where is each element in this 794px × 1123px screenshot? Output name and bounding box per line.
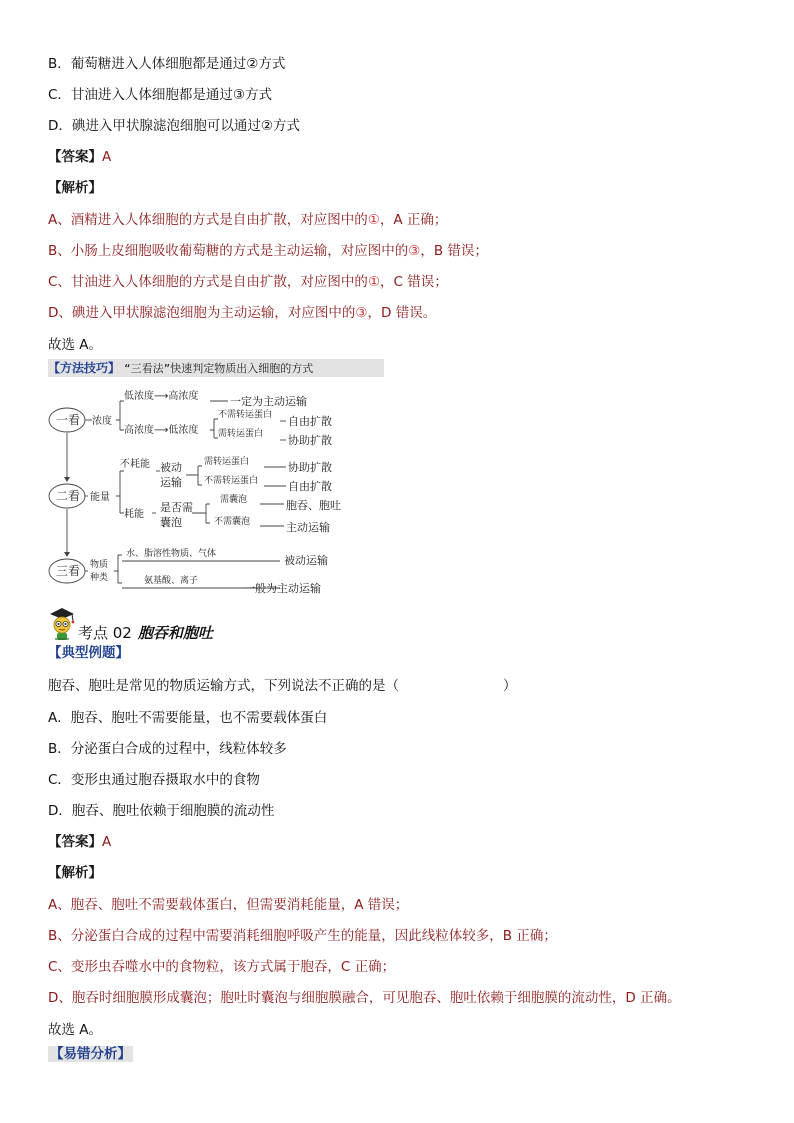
q1-option-b: B．葡萄糖进入人体细胞都是通过②方式 (48, 56, 286, 72)
answer-value: A (102, 149, 112, 165)
analysis-text: B、小肠上皮细胞吸收葡萄糖的方式是主动运输，对应图中的 (48, 243, 409, 259)
analysis-text: ，C 错误； (380, 274, 448, 290)
substance-2: 种类 (90, 573, 109, 583)
free-2: 自由扩散 (288, 480, 332, 493)
kaodian-label: 考点 02 (78, 624, 132, 642)
q2-answer (48, 833, 111, 851)
look2-label: 二看 (56, 489, 81, 503)
three-look-diagram (48, 383, 348, 595)
circled-number: ③ (355, 305, 368, 321)
circled-number: ① (367, 274, 381, 290)
q2-option-b: B．分泌蛋白合成的过程中，线粒体较多 (48, 741, 287, 757)
q2-analysis-a: A、胞吞、胞吐不需要载体蛋白，但需要消耗能量，A 错误； (48, 897, 409, 913)
energy-label: 能量 (90, 492, 110, 503)
low-to-high: 低浓度⟶高浓度 (124, 391, 199, 402)
kaodian-topic: 胞吞和胞吐 (137, 624, 213, 642)
look3-label: 三看 (56, 564, 81, 578)
answer-tag: 【答案】 (48, 834, 102, 850)
vesicle-q1: 是否需 (160, 501, 193, 514)
free-diffusion: 自由扩散 (288, 415, 332, 428)
q2-option-d: D．胞吞、胞吐依赖于细胞膜的流动性 (48, 803, 275, 819)
endo-exo: 胞吞、胞吐 (286, 499, 341, 512)
analysis-text: A、酒精进入人体细胞的方式是自由扩散，对应图中的 (48, 212, 368, 228)
high-to-low: 高浓度⟶低浓度 (124, 425, 199, 436)
student-mascot-icon (48, 606, 76, 642)
error-tag-text: 【易错分析】 (50, 1046, 131, 1062)
need-carrier-2: 需转运蛋白 (204, 457, 250, 467)
q1-analysis-tag (48, 179, 102, 197)
need-vesicle: 需囊泡 (220, 495, 248, 505)
method-heading: 【方法技巧】 (48, 361, 121, 375)
concentration-label: 浓度 (92, 416, 112, 427)
q2-analysis-tag (48, 864, 102, 882)
q2-stem-end: ） (503, 678, 517, 694)
q1-analysis-c (48, 273, 448, 291)
kaodian-title (78, 622, 213, 643)
q2-analysis-b: B、分泌蛋白合成的过程中需要消耗细胞呼吸产生的能量，因此线粒体较多，B 正确； (48, 928, 557, 944)
q1-analysis-b (48, 242, 488, 260)
must-active: 一定为主动运输 (230, 395, 307, 408)
substance-1: 物质 (90, 560, 109, 570)
q2-stem-text: 胞吞、胞吐是常见的物质运输方式，下列说法不正确的是（ (48, 678, 399, 694)
analysis-tag: 【解析】 (48, 865, 102, 881)
passive-1: 被动 (160, 461, 182, 474)
q2-option-c: C．变形虫通过胞吞摄取水中的食物 (48, 772, 260, 788)
q2-analysis-c: C、变形虫吞噬水中的食物粒，该方式属于胞吞，C 正确； (48, 959, 396, 975)
q2-stem (48, 677, 517, 695)
amino-ions: 氨基酸、离子 (144, 576, 199, 586)
no-energy: 不耗能 (120, 459, 150, 470)
q1-option-c: C．甘油进入人体细胞都是通过③方式 (48, 87, 273, 103)
no-vesicle: 不需囊泡 (214, 517, 251, 527)
example-tag (48, 644, 129, 662)
need-carrier: 需转运蛋白 (218, 429, 264, 439)
answer-tag: 【答案】 (48, 149, 102, 165)
q2-conclusion: 故选 A。 (48, 1022, 103, 1038)
analysis-text: D、碘进入甲状腺滤泡细胞为主动运输，对应图中的 (48, 305, 356, 321)
circled-number: ① (367, 212, 380, 228)
analysis-text: C、甘油进入人体细胞的方式是自由扩散，对应图中的 (48, 274, 368, 290)
example-tag-text: 【典型例题】 (48, 645, 129, 661)
generally-active: 一般为主动运输 (244, 582, 321, 595)
q2-analysis-d: D、胞吞时细胞膜形成囊泡；胞吐时囊泡与细胞膜融合，可见胞吞、胞吐依赖于细胞膜的流动性，D 正确。 (48, 990, 681, 1006)
error-analysis-tag (48, 1045, 133, 1063)
facilitated-diffusion: 协助扩散 (288, 434, 332, 447)
facilitated-2: 协助扩散 (288, 461, 332, 474)
vesicle-q2: 囊泡 (160, 516, 182, 529)
look1-label: 一看 (56, 413, 81, 427)
q1-analysis-a (48, 211, 447, 229)
method-banner (48, 359, 384, 377)
no-carrier: 不需转运蛋白 (218, 410, 273, 420)
no-carrier-2: 不需转运蛋白 (204, 476, 259, 486)
analysis-tag: 【解析】 (48, 180, 102, 196)
passive-2: 运输 (160, 476, 182, 489)
method-description: “三看法”快速判定物质出入细胞的方式 (124, 362, 314, 375)
passive-transport: 被动运输 (284, 554, 328, 567)
q1-analysis-d (48, 304, 436, 322)
analysis-text: ，A 正确； (379, 212, 448, 228)
active-transport: 主动运输 (286, 521, 330, 534)
uses-energy: 耗能 (124, 509, 144, 520)
circled-number: ③ (408, 243, 421, 259)
q1-conclusion: 故选 A。 (48, 337, 103, 353)
q2-option-a: A．胞吞、胞吐不需要能量，也不需要载体蛋白 (48, 710, 328, 726)
q1-answer (48, 148, 111, 166)
analysis-text: ，D 错误。 (367, 305, 437, 321)
kaodian-heading (48, 606, 348, 642)
analysis-text: ，B 错误； (420, 243, 488, 259)
q1-option-d: D．碘进入甲状腺滤泡细胞可以通过②方式 (48, 118, 300, 134)
small-molecules: 水、脂溶性物质、气体 (126, 549, 217, 559)
answer-value: A (102, 834, 112, 850)
